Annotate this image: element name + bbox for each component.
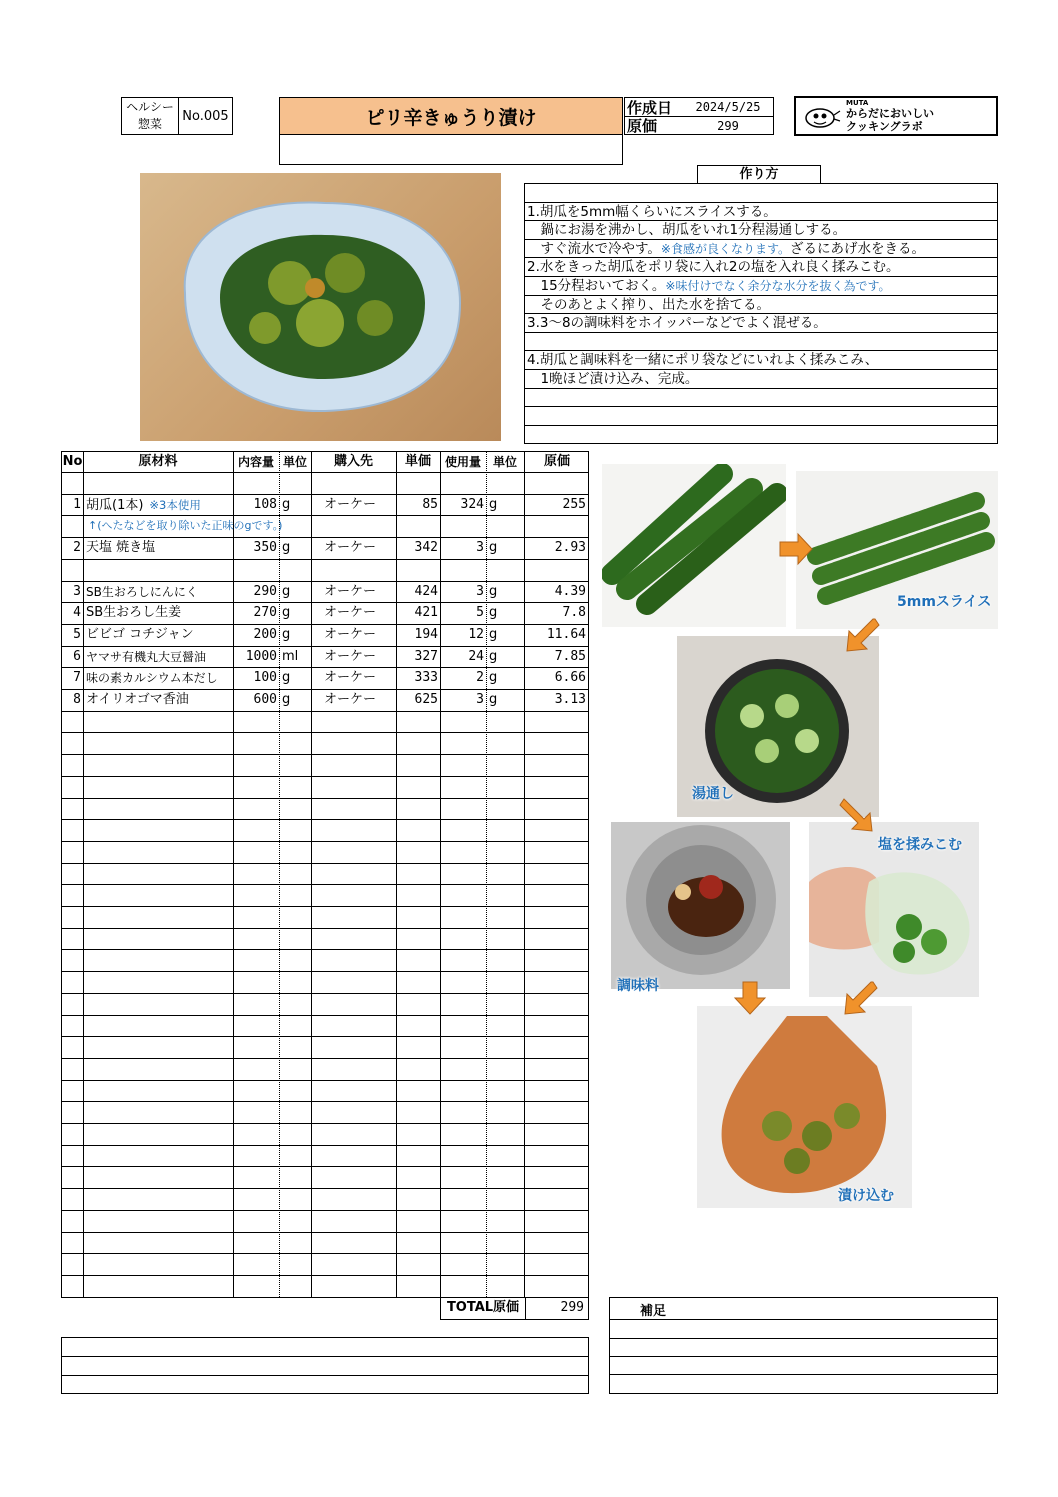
supplement-box xyxy=(609,1297,998,1394)
cell-price: 333 xyxy=(414,670,438,686)
row-divider xyxy=(62,906,588,907)
cell-used-unit: g xyxy=(489,648,498,664)
header-cost: 原価 xyxy=(543,454,570,469)
marinating-photo xyxy=(697,1006,912,1208)
row-divider xyxy=(62,1253,588,1254)
row-divider xyxy=(62,993,588,994)
cell-name xyxy=(86,624,232,646)
row-divider xyxy=(62,863,588,864)
method-line xyxy=(525,370,997,389)
cell-unit: g xyxy=(282,605,291,621)
logo-text xyxy=(846,99,934,133)
row-divider xyxy=(62,1145,588,1146)
cell-name xyxy=(86,689,232,711)
cell-supplier: オーケー xyxy=(324,605,377,621)
row-divider xyxy=(62,472,588,473)
cell-used-unit: g xyxy=(489,540,498,556)
notes-left-box xyxy=(61,1337,589,1394)
cell-supplier: オーケー xyxy=(324,670,377,686)
header-price: 単価 xyxy=(404,454,431,469)
cell-no: 2 xyxy=(73,540,81,556)
ingredient-name: SB生おろしにんにく xyxy=(86,584,198,599)
cell-content: 290 xyxy=(253,583,277,599)
row-divider xyxy=(62,819,588,820)
cucumbers-illustration xyxy=(602,464,786,627)
logo-line1: からだにおいしい xyxy=(846,107,934,120)
cost-row xyxy=(625,116,773,134)
ingredient-name: SB生おろし生姜 xyxy=(86,605,182,621)
method-text: 15分程おいておく。 xyxy=(527,278,666,294)
cell-used: 2 xyxy=(476,670,484,686)
ingredient-name: ヤマサ有機丸大豆醤油 xyxy=(86,649,207,664)
cell-unit: g xyxy=(282,540,291,556)
category-label xyxy=(122,98,179,134)
created-value: 2024/5/25 xyxy=(695,100,761,114)
logo-small: MUTA xyxy=(846,99,869,107)
method-line-blank xyxy=(525,389,997,408)
total-value: 299 xyxy=(560,1300,584,1315)
cell-supplier: オーケー xyxy=(324,626,377,642)
cell-no: 1 xyxy=(73,496,81,512)
cost-value: 299 xyxy=(717,118,739,133)
cell-used: 3 xyxy=(476,540,484,556)
row-remark: ↑(へたなどを取り除いた正味のgです。) xyxy=(88,519,283,533)
cell-used-unit: g xyxy=(489,496,498,512)
cell-supplier: オーケー xyxy=(324,496,377,512)
row-divider xyxy=(62,1036,588,1037)
method-title: 作り方 xyxy=(697,165,821,184)
arrow-right-icon xyxy=(778,531,814,567)
cell-name xyxy=(86,646,232,668)
col-divider xyxy=(524,452,525,1297)
col-divider xyxy=(486,452,487,1297)
seasoning-photo xyxy=(611,822,790,989)
method-text: 鍋にお湯を沸かし、胡瓜をいれ1分程湯通しする。 xyxy=(527,222,847,239)
row-divider xyxy=(62,1080,588,1081)
ingredient-note: ※3本使用 xyxy=(149,497,201,512)
ingredient-name: 味の素カルシウム本だし xyxy=(86,671,218,686)
cell-name xyxy=(86,667,232,689)
cell-content: 1000 xyxy=(245,648,277,664)
cell-content: 350 xyxy=(253,540,277,556)
col-divider xyxy=(311,452,312,1297)
cell-used-unit: g xyxy=(489,626,498,642)
created-label: 作成日 xyxy=(627,98,673,117)
cell-used: 3 xyxy=(476,692,484,707)
cell-supplier: オーケー xyxy=(324,583,377,599)
header-unit: 単位 xyxy=(282,455,307,469)
cell-name xyxy=(86,537,232,559)
cell-cost: 11.64 xyxy=(546,626,586,642)
header-material: 原材料 xyxy=(138,454,178,469)
cell-name xyxy=(86,602,232,624)
cell-name xyxy=(86,581,232,603)
row-divider xyxy=(62,732,588,733)
cell-supplier: オーケー xyxy=(324,540,377,556)
method-note: ※食感が良くなります。 xyxy=(660,241,791,256)
row-divider xyxy=(62,754,588,755)
recipe-number: No.005 xyxy=(182,108,229,124)
header-used-unit: 単位 xyxy=(492,455,517,469)
row-divider xyxy=(62,884,588,885)
cell-content: 200 xyxy=(253,626,277,642)
cell-supplier: オーケー xyxy=(324,692,377,707)
cell-no: 6 xyxy=(73,648,81,664)
cucumbers-photo xyxy=(602,464,786,627)
row-divider xyxy=(62,1188,588,1189)
cell-cost: 3.13 xyxy=(554,692,586,707)
method-line xyxy=(525,277,997,296)
created-row xyxy=(625,98,773,116)
arrow-down-left-icon xyxy=(843,980,879,1016)
caption-slice: 5mmスライス xyxy=(897,594,992,610)
method-box xyxy=(524,183,998,444)
method-text: 1.胡瓜を5mm幅くらいにスライスする。 xyxy=(527,203,777,220)
cell-used-unit: g xyxy=(489,692,498,707)
row-divider xyxy=(62,1101,588,1102)
caption-seasoning: 調味料 xyxy=(617,978,659,994)
method-line xyxy=(525,258,997,277)
arrow-down-icon xyxy=(732,980,768,1016)
col-divider xyxy=(83,452,84,1297)
finished-dish-photo xyxy=(140,173,501,441)
arrow-down-right-icon xyxy=(838,797,874,833)
arrow-down-left-icon xyxy=(845,617,881,653)
supplement-label: 補足 xyxy=(640,1304,667,1319)
bowl-illustration xyxy=(611,822,790,989)
cell-cost: 255 xyxy=(562,496,586,512)
cell-supplier: オーケー xyxy=(324,648,377,664)
row-divider xyxy=(62,1166,588,1167)
method-line-blank xyxy=(525,184,997,203)
cell-unit: g xyxy=(282,692,291,707)
cell-no: 7 xyxy=(73,670,81,686)
row-divider xyxy=(62,798,588,799)
cell-no: 4 xyxy=(73,605,81,621)
row-divider xyxy=(62,928,588,929)
method-line-blank xyxy=(525,426,997,445)
notes-line xyxy=(62,1375,588,1376)
caption-marinate: 漬け込む xyxy=(838,1188,894,1204)
method-line-blank xyxy=(525,407,997,426)
category-line1: ヘルシー xyxy=(126,100,174,114)
cell-name xyxy=(86,494,232,516)
row-divider xyxy=(62,841,588,842)
ingredient-name: 胡瓜(1本) xyxy=(86,497,144,513)
ingredient-table xyxy=(61,451,589,1298)
cell-content: 600 xyxy=(253,692,277,707)
cell-no: 8 xyxy=(73,692,81,707)
method-line xyxy=(525,240,997,259)
ingredient-name: 天塩 焼き塩 xyxy=(86,540,156,556)
cell-content: 270 xyxy=(253,605,277,621)
cell-used: 324 xyxy=(460,496,484,512)
logo-face-icon xyxy=(802,103,842,129)
method-text: 3.3～8の調味料をホイッパーなどでよく混ぜる。 xyxy=(527,315,827,332)
cell-used-unit: g xyxy=(489,605,498,621)
cell-used-unit: g xyxy=(489,670,498,686)
header-no: No xyxy=(62,454,83,469)
cell-unit: g xyxy=(282,670,291,686)
cell-content: 100 xyxy=(253,670,277,686)
notes-line xyxy=(610,1338,997,1339)
method-line xyxy=(525,221,997,240)
header-used: 使用量 xyxy=(444,455,481,469)
method-note: ※味付けでなく余分な水分を抜く為です。 xyxy=(665,279,891,293)
category-line2: 惣菜 xyxy=(137,117,162,131)
method-line xyxy=(525,333,997,352)
row-divider xyxy=(62,1232,588,1233)
row-divider xyxy=(62,949,588,950)
method-line xyxy=(525,296,997,315)
cell-unit: g xyxy=(282,496,291,512)
method-text: すぐ流水で冷やす。 xyxy=(527,240,661,257)
total-box xyxy=(440,1298,589,1320)
cell-price: 421 xyxy=(414,605,438,621)
notes-line xyxy=(62,1356,588,1357)
logo-line2: クッキングラボ xyxy=(846,120,923,133)
col-divider xyxy=(440,452,441,1297)
method-text: ざるにあげ水をきる。 xyxy=(790,240,926,257)
cell-used: 5 xyxy=(476,605,484,621)
dish-illustration xyxy=(140,173,501,441)
cost-label: 原価 xyxy=(627,117,658,135)
header-supplier: 購入先 xyxy=(333,454,373,469)
col-divider xyxy=(396,452,397,1297)
cell-cost: 6.66 xyxy=(554,670,586,686)
method-line xyxy=(525,203,997,222)
cell-used: 12 xyxy=(468,626,484,642)
row-divider xyxy=(62,1015,588,1016)
logo xyxy=(794,96,998,136)
cell-price: 342 xyxy=(414,540,438,556)
cell-used: 3 xyxy=(476,583,484,599)
method-text: 2.水をきった胡瓜をポリ袋に入れ2の塩を入れ良く揉みこむ。 xyxy=(527,259,900,276)
cell-price: 327 xyxy=(414,648,438,664)
caption-blanch: 湯通し xyxy=(692,786,734,802)
method-text: 4.胡瓜と調味料を一緒にポリ袋などにいれよく揉みこみ、 xyxy=(527,352,879,369)
cell-unit: g xyxy=(282,626,291,642)
notes-line xyxy=(610,1319,997,1320)
meta-box xyxy=(624,97,774,135)
cell-used: 24 xyxy=(468,648,484,664)
method-text: 1晩ほど漬け込み、完成。 xyxy=(527,371,699,387)
notes-line xyxy=(610,1356,997,1357)
cell-unit: ml xyxy=(282,648,299,664)
caption-salt: 塩を揉みこむ xyxy=(878,837,962,853)
cell-cost: 4.39 xyxy=(554,583,586,599)
cell-price: 194 xyxy=(414,626,438,642)
cell-cost: 2.93 xyxy=(554,540,586,556)
cell-content: 108 xyxy=(253,496,277,512)
row-divider xyxy=(62,1058,588,1059)
method-text: そのあとよく搾り、出た水を捨てる。 xyxy=(527,296,770,313)
row-divider xyxy=(62,971,588,972)
row-divider xyxy=(62,1275,588,1276)
notes-line xyxy=(610,1374,997,1375)
cell-no: 5 xyxy=(73,626,81,642)
method-line xyxy=(525,351,997,370)
cell-used-unit: g xyxy=(489,583,498,599)
ingredient-name: ビビゴ コチジャン xyxy=(86,626,194,642)
category-box xyxy=(121,97,233,135)
subtitle-box xyxy=(279,135,623,165)
col-divider xyxy=(233,452,234,1297)
cell-price: 625 xyxy=(414,692,438,707)
cell-cost: 7.85 xyxy=(554,648,586,664)
cell-unit: g xyxy=(282,583,291,599)
cell-cost: 7.8 xyxy=(562,605,586,621)
col-divider xyxy=(279,452,280,1297)
cell-no: 3 xyxy=(73,583,81,599)
marinate-illustration xyxy=(697,1006,912,1208)
cell-price: 424 xyxy=(414,583,438,599)
row-divider xyxy=(62,776,588,777)
recipe-title: ピリ辛きゅうり漬け xyxy=(279,97,623,135)
total-label: TOTAL原価 xyxy=(441,1298,526,1319)
method-line xyxy=(525,314,997,333)
row-divider xyxy=(62,1210,588,1211)
header-content: 内容量 xyxy=(237,455,274,469)
cell-price: 85 xyxy=(422,496,438,512)
ingredient-name: オイリオゴマ香油 xyxy=(86,692,189,707)
row-divider xyxy=(62,1123,588,1124)
